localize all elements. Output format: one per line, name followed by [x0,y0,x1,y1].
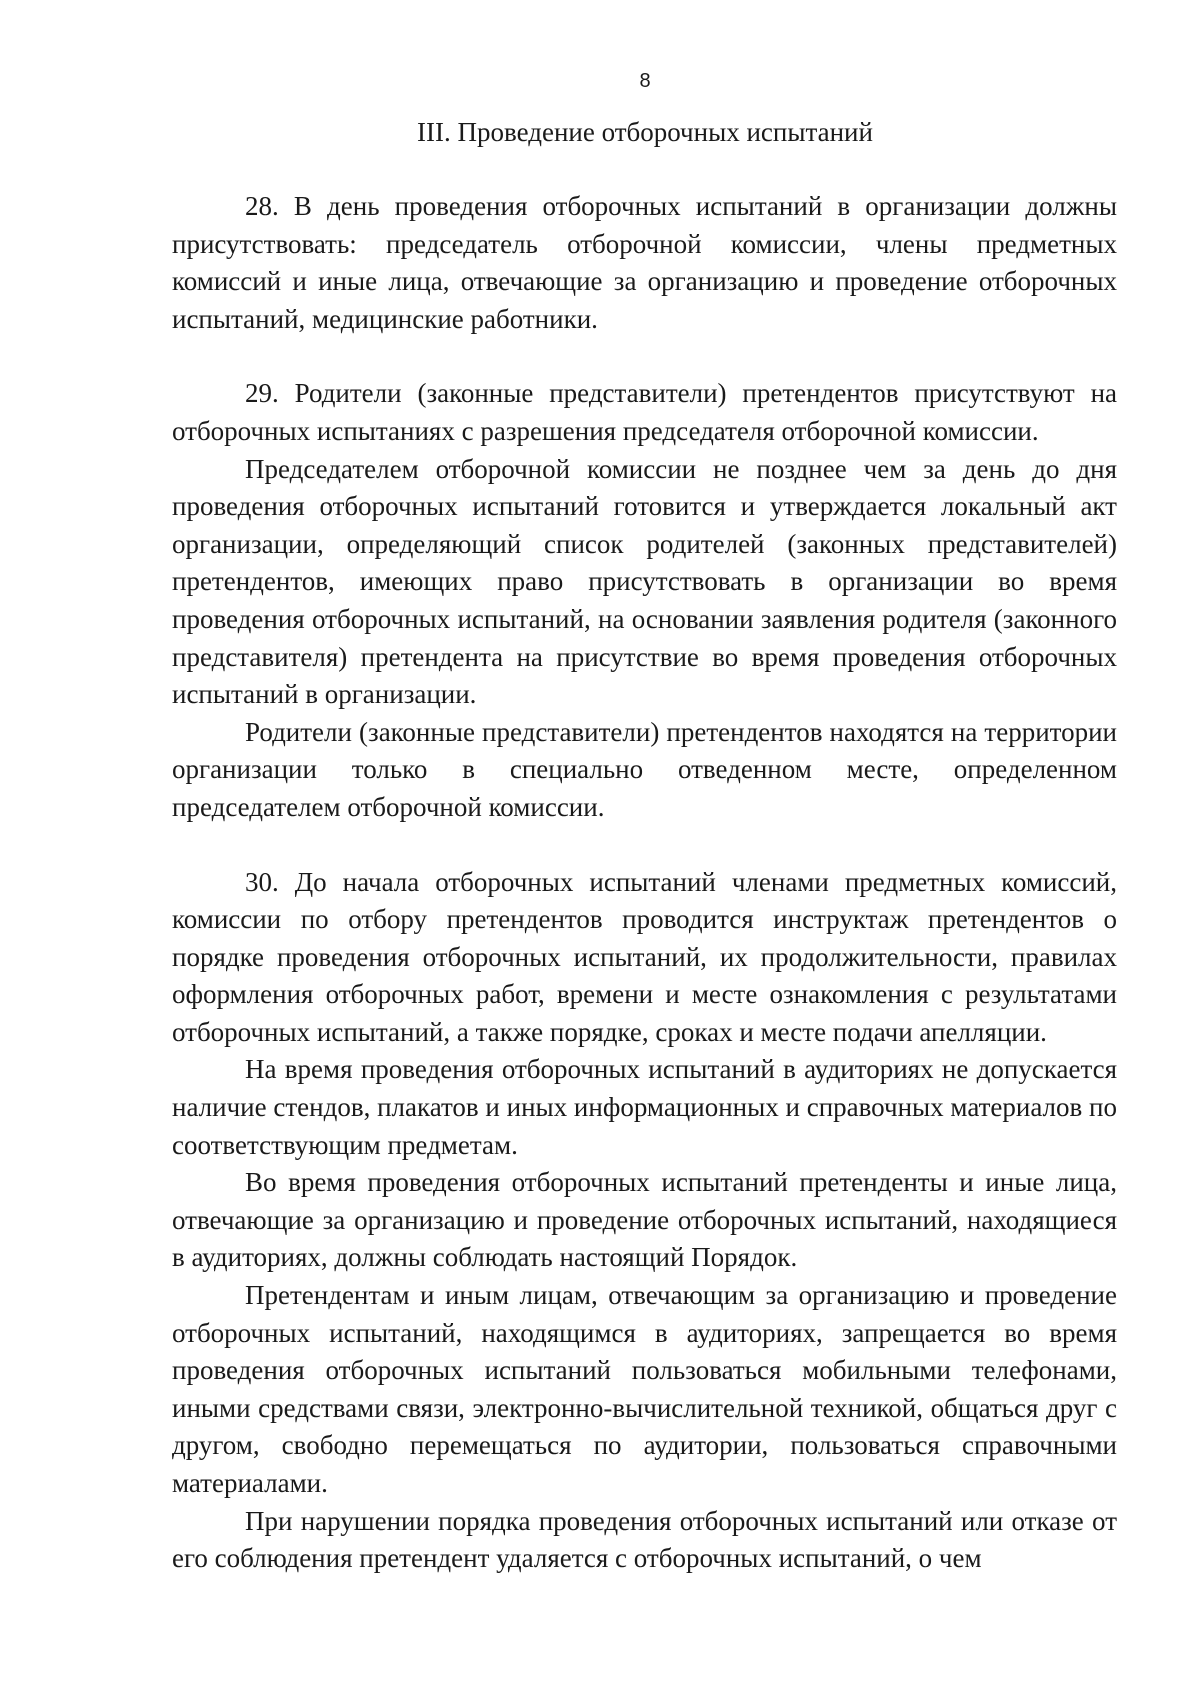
paragraph-30-no-materials: На время проведения отборочных испытаний в аудиториях не допускается наличие стендов, плакатов и иных информационных и справочных материалов по соответствующим предметам. [172,1054,1117,1160]
paragraph-30-prohibitions: Претендентам и иным лицам, отвечающим за организацию и проведение отборочных испытаний, находящимся в аудиториях, запрещается во время проведения отборочных испытаний пользоваться мобильными телефонами, иными средствами связи, электронно-вычислительной техникой, общаться друг с другом, свободно перемещаться по аудитории, пользоваться справочными материалами. [172,1280,1117,1498]
page-number: 8 [639,70,651,92]
document-body [172,188,1117,1578]
paragraph-29-parents-location: Родители (законные представители) претендентов находятся на территории организации только в специально отведенном месте, определенном председателем отборочной комиссии. [172,716,1117,822]
paragraph-28: 28. В день проведения отборочных испытаний в организации должны присутствовать: председатель отборочной комиссии, члены предметных комиссий и иные лица, отвечающие за организацию и проведение отборочных испытаний, медицинские работники. [172,191,1117,334]
paragraph-30: 30. До начала отборочных испытаний членами предметных комиссий, комиссии по отбору претендентов проводится инструктаж претендентов о порядке проведения отборочных испытаний, их продолжительности, правилах оформления отборочных работ, времени и месте ознакомления с результатами отборочных испытаний, а также порядке, сроках и месте подачи апелляции. [172,866,1117,1047]
section-title: III. Проведение отборочных испытаний [417,117,873,147]
paragraph-30-follow-order: Во время проведения отборочных испытаний претенденты и иные лица, отвечающие за организацию и проведение отборочных испытаний, находящиеся в аудиториях, должны соблюдать настоящий Порядок. [172,1167,1117,1273]
paragraph-30-violation: При нарушении порядка проведения отборочных испытаний или отказе от его соблюдения претендент удаляется с отборочных испытаний, о чем [172,1505,1117,1574]
paragraph-29: 29. Родители (законные представители) претендентов присутствуют на отборочных испытаниях с разрешения председателя отборочной комиссии. [172,378,1117,446]
paragraph-29-chairman-act: Председателем отборочной комиссии не позднее чем за день до дня проведения отборочных испытаний готовится и утверждается локальный акт организации, определяющий список родителей (законных представителей) претендентов, имеющих право присутствовать в организации во время проведения отборочных испытаний, на основании заявления родителя (законного представителя) претендента на присутствие во время проведения отборочных испытаний в организации. [172,453,1117,710]
